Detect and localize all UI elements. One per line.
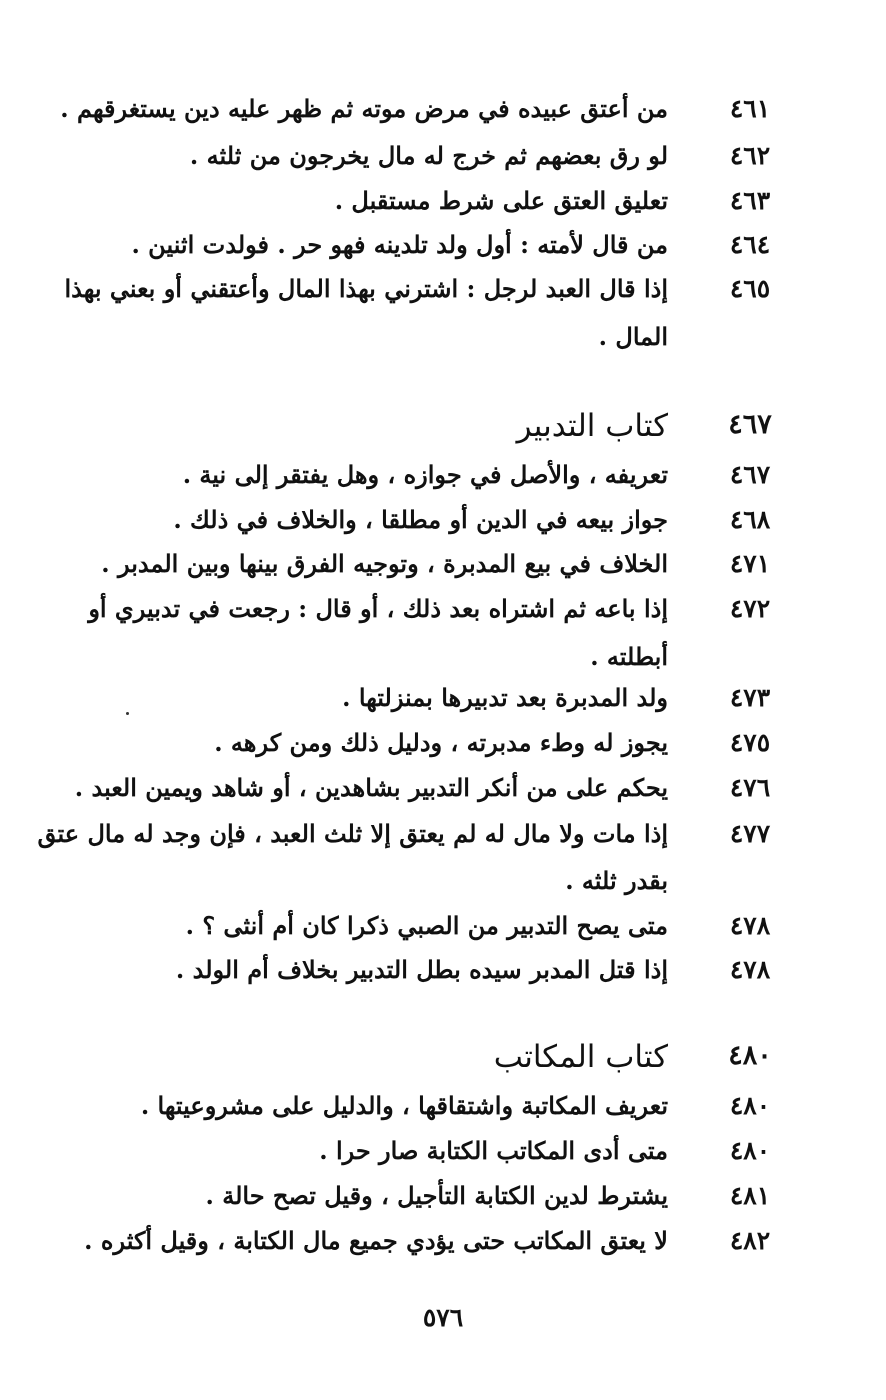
entry-text: متى أدى المكاتب الكتابة صار حرا . [319,1136,668,1165]
entry-page-number: ٤٦٢ [729,141,771,170]
index-entry [0,266,886,312]
entry-text: جواز بيعه في الدين أو مطلقا ، والخلاف في ذلك . [173,505,668,534]
entry-text: ولد المدبرة بعد تدبيرها بمنزلتها . [342,683,668,712]
index-entry [0,541,886,587]
index-entry [0,1173,886,1219]
index-entry [0,586,886,632]
entry-text: تعريف المكاتبة واشتقاقها ، والدليل على مشروعيتها . [140,1091,668,1120]
index-entry [0,675,886,721]
entry-text: من قال لأمته : أول ولد تلدينه فهو حر . فولدت اثنين . [131,230,668,259]
entry-text: متى يصح التدبير من الصبي ذكرا كان أم أنثى ؟ . [185,911,668,940]
entry-page-number: ٤٧٨ [729,955,771,984]
entry-page-number: ٤٧٥ [729,728,771,757]
entry-text: إذا قال العبد لرجل : اشترني بهذا المال وأعتقني أو بعني بهذا [64,274,668,303]
entry-text: يشترط لدين الكتابة التأجيل ، وقيل تصح حالة . [205,1181,668,1210]
entry-text: إذا مات ولا مال له لم يعتق إلا ثلث العبد ، فإن وجد له مال عتق [37,819,668,848]
entry-text: لو رق بعضهم ثم خرج له مال يخرجون من ثلثه . [189,141,668,170]
entry-page-number: ٤٧٧ [729,819,771,848]
entry-page-number: ٤٧٨ [729,911,771,940]
entry-text: تعليق العتق على شرط مستقبل . [334,186,668,215]
entry-page-number: ٤٨١ [729,1181,771,1210]
print-speck [126,712,129,715]
page-number: ٥٧٦ [422,1303,464,1332]
index-entry-continuation [0,634,886,680]
entry-page-number: ٤٧٦ [729,773,771,802]
index-entry [0,1128,886,1174]
section-title: كتاب المكاتب [493,1039,668,1075]
index-entry [0,1218,886,1264]
entry-page-number: ٤٧١ [729,549,771,578]
entry-page-number: ٤٦٥ [729,274,771,303]
index-entry [0,222,886,268]
entry-text: إذا قتل المدبر سيده بطل التدبير بخلاف أم الولد . [175,955,668,984]
entry-text: تعريفه ، والأصل في جوازه ، وهل يفتقر إلى نية . [182,460,668,489]
entry-text-continuation: أبطلته . [590,642,668,671]
index-entry [0,452,886,498]
entry-text: يجوز له وطء مدبرته ، ودليل ذلك ومن كرهه . [214,728,668,757]
index-entry [0,947,886,993]
index-entry [0,133,886,179]
entry-text: الخلاف في بيع المدبرة ، وتوجيه الفرق بينها وبين المدبر . [101,549,668,578]
entry-text-continuation: المال . [598,322,668,351]
entry-page-number: ٤٨٠ [729,1091,771,1120]
index-entry [0,1083,886,1129]
index-entry [0,765,886,811]
index-entry [0,720,886,766]
entry-page-number: ٤٦١ [729,94,771,123]
index-entry [0,497,886,543]
entry-page-number: ٤٨٢ [729,1226,771,1255]
index-entry-continuation [0,314,886,360]
entry-text: لا يعتق المكاتب حتى يؤدي جميع مال الكتابة ، وقيل أكثره . [84,1226,668,1255]
index-entry [0,903,886,949]
entry-page-number: ٤٦٧ [729,460,771,489]
index-entry [0,178,886,224]
section-page-number: ٤٨٠ [728,1040,772,1071]
entry-text-continuation: بقدر ثلثه . [565,866,668,895]
entry-page-number: ٤٧٣ [729,683,771,712]
entry-page-number: ٤٨٠ [729,1136,771,1165]
entry-text: من أعتق عبيده في مرض موته ثم ظهر عليه دين يستغرقهم . [60,94,668,123]
entry-page-number: ٤٦٣ [729,186,771,215]
entry-page-number: ٤٧٢ [729,594,771,623]
section-heading [0,1035,886,1081]
section-heading [0,404,886,450]
entry-page-number: ٤٦٨ [729,505,771,534]
section-page-number: ٤٦٧ [728,409,772,440]
entry-page-number: ٤٦٤ [729,230,771,259]
entry-text: يحكم على من أنكر التدبير بشاهدين ، أو شاهد ويمين العبد . [74,773,668,802]
entry-text: إذا باعه ثم اشتراه بعد ذلك ، أو قال : رجعت في تدبيري أو [88,594,668,623]
index-entry [0,86,886,132]
index-entry [0,811,886,857]
index-entry-continuation [0,858,886,904]
section-title: كتاب التدبير [516,408,668,444]
